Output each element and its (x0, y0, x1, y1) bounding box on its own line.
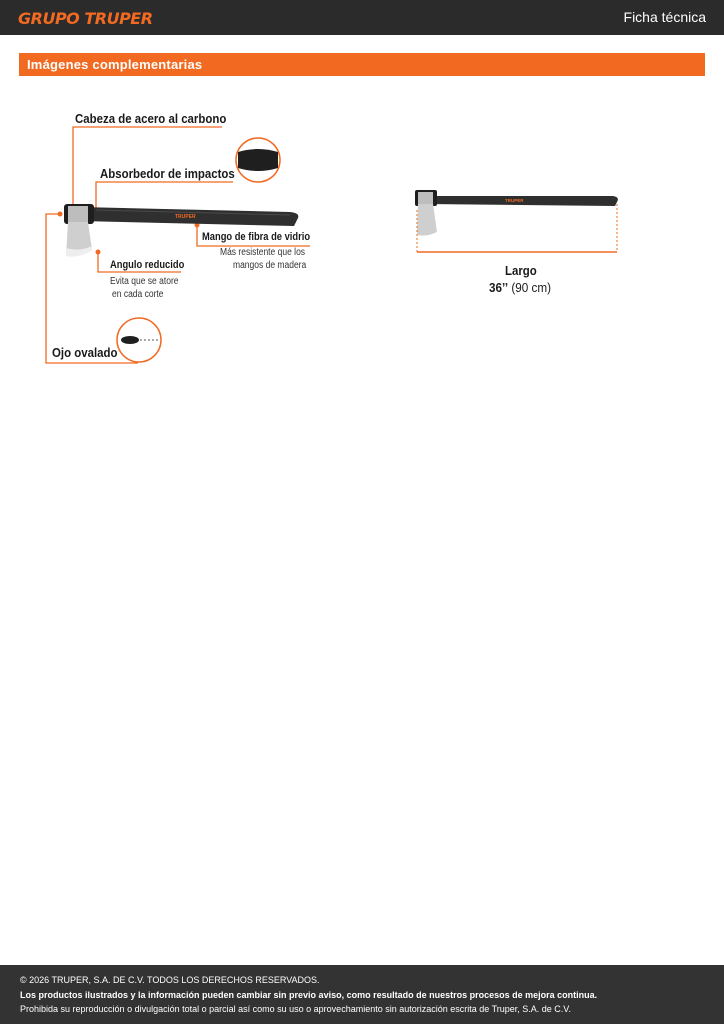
label-angle-note-1: Evita que se atore (110, 276, 179, 287)
handle-brand-mark: TRUPER (175, 214, 196, 220)
label-handle-note-1: Más resistente que los (220, 247, 306, 258)
length-value-group (489, 280, 551, 295)
label-angle-note-2: en cada corte (112, 289, 164, 300)
footer (0, 965, 724, 1024)
label-absorber: Absorbedor de impactos (100, 166, 235, 181)
label-handle-note-2: mangos de madera (233, 260, 307, 271)
length-label: Largo (505, 263, 537, 278)
axe-length-figure (405, 180, 630, 300)
section-header (19, 53, 705, 76)
length-handle-brand-mark: TRUPER (505, 198, 524, 203)
footer-copyright: © 2026 TRUPER, S.A. DE C.V. TODOS LOS DERECHOS RESERVADOS. (20, 975, 320, 985)
length-value: 36’’ (489, 280, 509, 295)
top-bar (0, 0, 724, 35)
label-handle: Mango de fibra de vidrio (202, 231, 311, 243)
document-type: Ficha técnica (623, 9, 706, 25)
label-angle: Angulo reducido (110, 259, 185, 271)
footer-legal: Prohibida su reproducción o divulgación total o parcial así como su uso o aprovechamiento sin autorización escrita de Truper, S.A. de C.V. (20, 1004, 571, 1014)
label-eye: Ojo ovalado (52, 345, 118, 360)
label-head: Cabeza de acero al carbono (75, 111, 227, 126)
section-title: Imágenes complementarias (27, 57, 203, 72)
length-value-metric: (90 cm) (511, 280, 552, 295)
axe-features-figure (40, 100, 330, 370)
brand-logo: GRUPO TRUPER (18, 9, 153, 28)
footer-notice: Los productos ilustrados y la información pueden cambiar sin previo aviso, como resultado de nuestros procesos de mejora continua. (20, 990, 598, 1000)
